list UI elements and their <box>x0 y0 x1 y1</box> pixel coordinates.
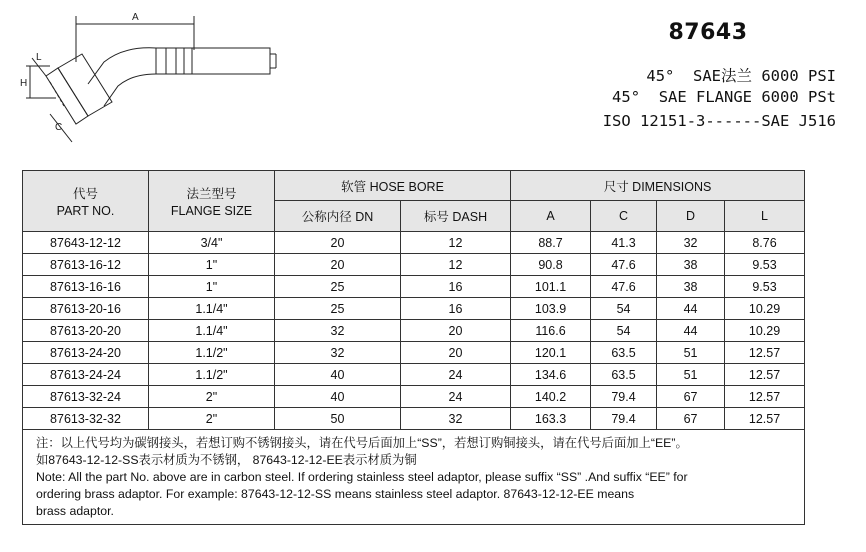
note-line-3: Note: All the part No. above are in carbon steel. If ordering stainless steel adaptor, please suffix “SS” .And suffix “EE” for <box>36 470 688 484</box>
cell-dn: 25 <box>275 276 401 298</box>
cell-part-no: 87613-32-32 <box>23 408 149 430</box>
cell-a: 120.1 <box>511 342 591 364</box>
header-c: C <box>591 201 657 232</box>
dimension-c-label: C <box>55 122 63 133</box>
header-part-no <box>23 171 149 232</box>
note-line-5: brass adaptor. <box>36 504 114 518</box>
cell-flange: 1" <box>149 276 275 298</box>
fitting-drawing <box>6 2 296 152</box>
cell-a: 88.7 <box>511 232 591 254</box>
specification-table <box>22 170 805 525</box>
cell-part-no: 87613-24-20 <box>23 342 149 364</box>
table-row <box>23 298 805 320</box>
cell-flange: 1" <box>149 254 275 276</box>
cell-dn: 32 <box>275 342 401 364</box>
note-line-1: 注：以上代号均为碳钢接头，若想订购不锈钢接头，请在代号后面加上“SS”，若想订购铜接头，请在代号后面加上“EE”。 <box>36 436 688 450</box>
cell-a: 163.3 <box>511 408 591 430</box>
ferrule <box>156 48 192 74</box>
header-part-no-en: PART NO. <box>56 204 115 218</box>
cell-d: 38 <box>657 276 725 298</box>
cell-part-no: 87613-16-16 <box>23 276 149 298</box>
product-code: 87643 <box>668 20 748 45</box>
cell-l: 12.57 <box>725 342 805 364</box>
cell-l: 12.57 <box>725 364 805 386</box>
cell-dash: 32 <box>401 408 511 430</box>
dimension-a-label: A <box>132 12 139 23</box>
cell-flange: 2" <box>149 386 275 408</box>
cell-part-no: 87613-16-12 <box>23 254 149 276</box>
cell-l: 10.29 <box>725 298 805 320</box>
cell-flange: 1.1/4" <box>149 320 275 342</box>
header-part-no-zh: 代号 <box>72 187 98 201</box>
cell-l: 8.76 <box>725 232 805 254</box>
cell-c: 47.6 <box>591 254 657 276</box>
standard-line-1: 45° SAE法兰 6000 PSI <box>646 67 836 85</box>
cell-dn: 20 <box>275 254 401 276</box>
table-row <box>23 254 805 276</box>
cell-part-no: 87613-24-24 <box>23 364 149 386</box>
cell-part-no: 87643-12-12 <box>23 232 149 254</box>
cell-dash: 24 <box>401 364 511 386</box>
table-row <box>23 386 805 408</box>
cell-l: 10.29 <box>725 320 805 342</box>
header-a: A <box>511 201 591 232</box>
cell-flange: 1.1/2" <box>149 364 275 386</box>
cell-c: 41.3 <box>591 232 657 254</box>
cell-dn: 50 <box>275 408 401 430</box>
dimension-l-label: L <box>36 52 42 63</box>
cell-c: 63.5 <box>591 342 657 364</box>
cell-c: 79.4 <box>591 386 657 408</box>
cell-dn: 32 <box>275 320 401 342</box>
cell-d: 44 <box>657 298 725 320</box>
cell-d: 51 <box>657 364 725 386</box>
header-flange-en: FLANGE SIZE <box>170 204 253 218</box>
header-flange-size <box>149 171 275 232</box>
cell-flange: 1.1/4" <box>149 298 275 320</box>
cell-dash: 20 <box>401 342 511 364</box>
header-dn: 公称内径 DN <box>275 201 401 232</box>
header-dimensions: 尺寸 DIMENSIONS <box>511 171 805 201</box>
cell-d: 67 <box>657 408 725 430</box>
note-cell <box>23 430 805 525</box>
cell-c: 63.5 <box>591 364 657 386</box>
cell-part-no: 87613-20-16 <box>23 298 149 320</box>
cell-d: 67 <box>657 386 725 408</box>
flange-face <box>46 68 88 124</box>
cell-a: 116.6 <box>511 320 591 342</box>
elbow-upper-edge <box>88 48 156 84</box>
cell-l: 9.53 <box>725 276 805 298</box>
cell-l: 12.57 <box>725 408 805 430</box>
cell-d: 44 <box>657 320 725 342</box>
cell-flange: 1.1/2" <box>149 342 275 364</box>
cell-a: 103.9 <box>511 298 591 320</box>
dimension-h-label: H <box>20 78 28 89</box>
cell-dash: 24 <box>401 386 511 408</box>
cell-l: 9.53 <box>725 254 805 276</box>
cell-c: 54 <box>591 298 657 320</box>
cell-flange: 3/4" <box>149 232 275 254</box>
cell-flange: 2" <box>149 408 275 430</box>
cell-part-no: 87613-20-20 <box>23 320 149 342</box>
cell-part-no: 87613-32-24 <box>23 386 149 408</box>
cell-a: 134.6 <box>511 364 591 386</box>
note-row <box>23 430 805 525</box>
note-line-2: 如87643-12-12-SS表示材质为不锈钢， 87643-12-12-EE表示材质为铜 <box>36 453 417 467</box>
cell-dash: 16 <box>401 298 511 320</box>
flange-head <box>58 54 112 116</box>
header-hose-bore: 软管 HOSE BORE <box>275 171 511 201</box>
cell-c: 54 <box>591 320 657 342</box>
table-row <box>23 232 805 254</box>
note-line-4: ordering brass adaptor. For example: 87643-12-12-SS means stainless steel adaptor. 87643-12-12-EE means <box>36 487 635 501</box>
header-flange-zh: 法兰型号 <box>186 187 237 201</box>
cell-c: 47.6 <box>591 276 657 298</box>
standard-line-3: ISO 12151-3------SAE J516 <box>602 112 836 130</box>
cell-dn: 20 <box>275 232 401 254</box>
header-l: L <box>725 201 805 232</box>
cell-a: 90.8 <box>511 254 591 276</box>
table-row <box>23 276 805 298</box>
cell-d: 32 <box>657 232 725 254</box>
cell-dn: 40 <box>275 386 401 408</box>
header-d: D <box>657 201 725 232</box>
cell-dn: 25 <box>275 298 401 320</box>
table-row <box>23 408 805 430</box>
cell-dash: 20 <box>401 320 511 342</box>
table-row <box>23 364 805 386</box>
hose-tail <box>192 48 270 74</box>
cell-a: 101.1 <box>511 276 591 298</box>
cell-d: 51 <box>657 342 725 364</box>
cell-c: 79.4 <box>591 408 657 430</box>
cell-dash: 12 <box>401 232 511 254</box>
cell-dn: 40 <box>275 364 401 386</box>
cell-a: 140.2 <box>511 386 591 408</box>
cell-dash: 12 <box>401 254 511 276</box>
header-dash: 标号 DASH <box>401 201 511 232</box>
table-row <box>23 320 805 342</box>
standard-line-2: 45° SAE FLANGE 6000 PSt <box>612 88 836 106</box>
cell-d: 38 <box>657 254 725 276</box>
table-row <box>23 342 805 364</box>
cell-l: 12.57 <box>725 386 805 408</box>
cell-dash: 16 <box>401 276 511 298</box>
